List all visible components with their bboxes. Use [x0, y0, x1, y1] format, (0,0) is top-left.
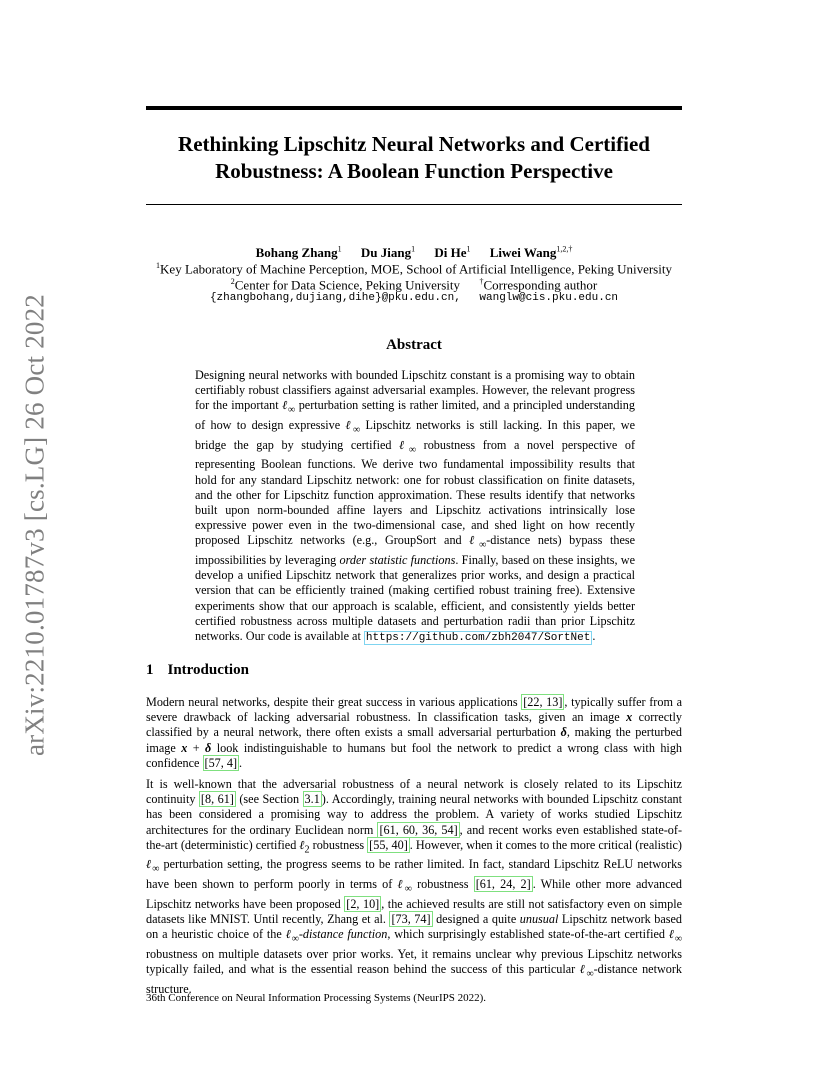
author: Di He$^1$ [434, 245, 471, 261]
affiliation-2: $^2$Center for Data Science, Peking University †Corresponding author [230, 277, 598, 293]
abstract-body: Designing neural networks with bounded Lipschitz constant is a promising way to obtain certifiably robust classifiers against adversarial examples. However, the relevant progress for the important ℓ$_\infty$ perturbation setting is rather limited, and a principled understanding of how to design expressive ℓ$_\infty$ Lipschitz networks is still lacking. In this paper, we bridge the gap by studying certified ℓ$_\infty$ robustness from a novel perspective of representing Boolean functions. We derive two fundamental impossibility results that hold for any standard Lipschitz network: one for robust classification on finite datasets, and the other for Lipschitz function approximation. These results identify that networks built upon norm-bounded affine layers and Lipschitz activations intrinsically lose expressive power even in the two-dimensional case, and shed light on how recently proposed Lipschitz networks (e.g., GroupSort and ℓ$_\infty$-distance nets) bypass these impossibilities by leveraging order statistic functions. Finally, based on these insights, we develop a unified Lipschitz network that generalizes prior works, and design a practical version that can be efficiently trained (making certified robust training free). Extensive experiments show that our approach is scalable, efficient, and consistently yields better certified robustness across multiple datasets and perturbation radii than prior Lipschitz networks. Our code is available at https://github.com/zbh2047/SortNet . [195, 368, 636, 644]
author: Liwei Wang$^{1,2,\dagger}$ [489, 245, 573, 261]
arxiv-id: arXiv:2210.01787v3 [cs.LG] 26 Oct 2022 [19, 293, 50, 757]
email-group: {zhangbohang,dujiang,dihe}@pku.edu.cn, [209, 292, 461, 304]
affiliation-1: $^1$Key Laboratory of Machine Perception, MOE, School of Artificial Intelligence, Peking University [156, 261, 672, 277]
title-top-rule [146, 106, 682, 110]
author-emails [146, 290, 682, 306]
title-bottom-rule [146, 204, 682, 205]
intro-paragraph-2: It is well-known that the adversarial robustness of a neural network is closely related to its Lipschitz continuity [8, 61] (see Section 3.1 ). Accordingly, training neural networks with bounded Lipschitz constant has been considered a promising way to address the problem. A variety of works studied Lipschitz architectures for the ordinary Euclidean norm [61, 60, 36, 54] , and recent works even established state-of-the-art (deterministic) certified ℓ$_2$ robustness [55, 40] . However, when it comes to the more critical (realistic) ℓ$_\infty$ perturbation setting, the progress seems to be rather limited. In fact, standard Lipschitz ReLU networks have been shown to perform poorly in terms of ℓ$_\infty$ robustness [61, 24, 2] . While other more advanced Lipschitz networks have been proposed [2, 10] , the achieved results are still not satisfactory even on simple datasets like MNIST. Until recently, Zhang et al. [73, 74] designed a quite unusual Lipschitz network based on a heuristic choice of the ℓ$_\infty$-distance function, which surprisingly established state-of-the-art certified ℓ$_\infty$ robustness on multiple datasets over prior works. Yet, it remains unclear why previous Lipschitz networks typically failed, and what is the essential reason behind the success of this particular ℓ$_\infty$-distance network structure. [146, 777, 683, 996]
section-heading-introduction: 1 Introduction [146, 662, 249, 678]
abstract-heading: Abstract [386, 337, 442, 353]
conference-footnote: 36th Conference on Neural Information Processing Systems (NeurIPS 2022). [146, 992, 487, 1004]
author: Bohang Zhang$^1$ [255, 245, 342, 261]
code-link[interactable]: https://github.com/zbh2047/SortNet [365, 632, 591, 644]
intro-paragraph-1: Modern neural networks, despite their great success in various applications [22, 13] , typically suffer from a severe drawback of lacking adversarial robustness. In classification tasks, given an image x correctly classified by a neural network, there often exists a small adversarial perturbation δ, making the perturbed image x + δ look indistinguishable to humans but fool the network to predict a wrong class with high confidence [57, 4] . [146, 695, 683, 770]
author: Du Jiang$^1$ [360, 245, 416, 261]
paper-title: Rethinking Lipschitz Neural Networks and Certified Robustness: A Boolean Function Perspective [178, 132, 650, 183]
email-corresponding: wanglw@cis.pku.edu.cn [479, 292, 619, 304]
arxiv-sidebar-stamp [20, 290, 50, 760]
